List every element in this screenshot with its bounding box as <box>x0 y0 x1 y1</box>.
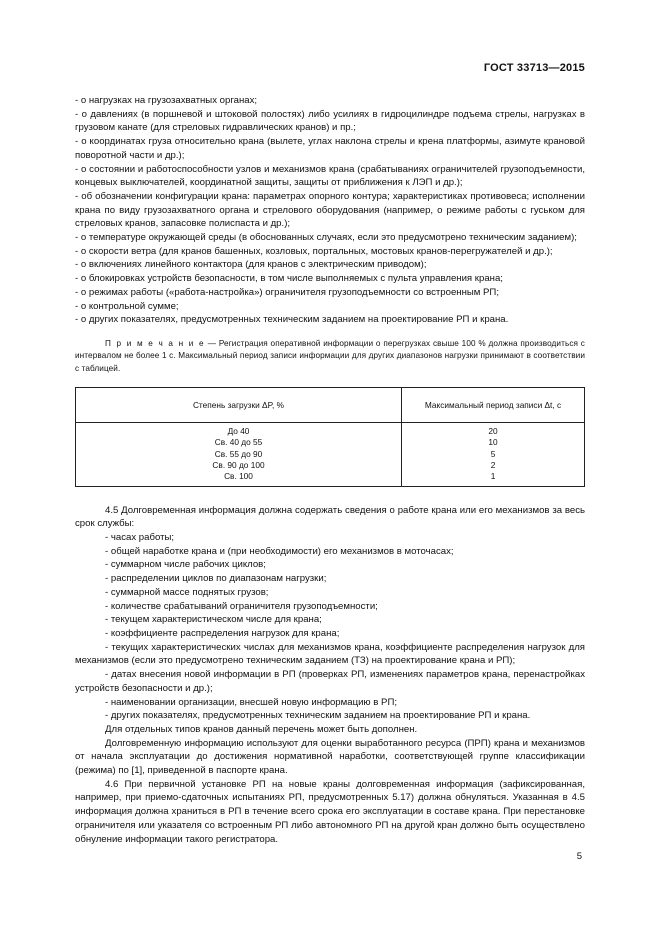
list-item: - текущих характеристических числах для механизмов крана, коэффициенте распределения нагрузок для механизмов (если это предусмотрено техническим заданием (ТЗ) на проектирование крана и РП); <box>75 641 585 667</box>
list-item: - часах работы; <box>105 532 175 544</box>
list-item: - о других показателях, предусмотренных техническим заданием на проектирование РП и крана. <box>75 314 509 326</box>
list-item: - о режимах работы («работа-настройка») ограничителя грузоподъемности со встроенным РП; <box>75 286 499 298</box>
table-header-load: Степень загрузки ΔP, % <box>76 388 402 423</box>
table-cell: Св. 55 до 90 <box>76 449 402 460</box>
list-item: - суммарной массе поднятых грузов; <box>105 586 269 598</box>
list-item: - общей наработке крана и (при необходимости) его механизмов в моточасах; <box>105 545 454 557</box>
list-item: - других показателях, предусмотренных техническим заданием на проектирование РП и крана. <box>105 710 531 722</box>
list-item: - коэффициенте распределения нагрузок для крана; <box>105 627 340 639</box>
list-item: - распределении циклов по диапазонам нагрузки; <box>105 573 327 585</box>
list-item: - датах внесения новой информации в РП (проверках РП, изменениях параметров крана, перенастройках устройств безопасности и др.); <box>75 669 585 694</box>
table-cell: 1 <box>402 471 585 486</box>
list-item: - текущем характеристическом числе для крана; <box>105 614 322 626</box>
note-label: П р и м е ч а н и е <box>105 338 206 348</box>
table-row <box>76 471 585 486</box>
list-item: - наименовании организации, внесшей новую информацию в РП; <box>105 696 398 708</box>
table-cell: 10 <box>402 437 585 448</box>
section-4-5 <box>75 504 585 778</box>
table-cell: 5 <box>402 449 585 460</box>
table-cell: 20 <box>402 423 585 438</box>
document-header: ГОСТ 33713—2015 <box>483 62 585 74</box>
table-cell: Св. 90 до 100 <box>76 460 402 471</box>
list-item: - об обозначении конфигурации крана: параметрах опорного контура; характеристиках противовеса; исполнении крана по виду грузозахватного органа и стрелового оборудования (например, о режиме работы с гуськом для стреловых кранов, запасовке полиспаста и др.); <box>75 190 585 230</box>
list-item: - о контрольной сумме; <box>75 300 179 312</box>
note-text: — Регистрация оперативной информации о перегрузках свыше 100 % должна производиться с интервалом не более 1 с. Максимальный период записи информации для других диапазонов нагрузки принимают в соответствии с таблицей. <box>75 338 585 373</box>
section-4-5-intro: 4.5 Долговременная информация должна содержать сведения о работе крана или его механизмов за весь срок службы: <box>75 504 585 530</box>
table-row <box>76 449 585 460</box>
recording-period-table <box>75 387 585 486</box>
operational-info-list <box>75 94 585 327</box>
list-item: - о скорости ветра (для кранов башенных, козловых, портальных, мостовых кранов-перегружателей и др.); <box>75 245 553 257</box>
list-item: - о состоянии и работоспособности узлов и механизмов крана (срабатываниях ограничителей грузоподъемности, концевых выключателей, координатной защиты, защиты от приближения к ЛЭП и др.); <box>75 163 585 189</box>
list-item: - суммарном числе рабочих циклов; <box>105 559 266 571</box>
table-row <box>76 423 585 438</box>
list-item: - о координатах груза относительно крана (вылете, углах наклона стрелы и крена платформы, азимуте крановой поворотной части и др.); <box>75 136 585 161</box>
table-cell: До 40 <box>76 423 402 438</box>
page-content <box>75 94 585 846</box>
table-cell: Св. 100 <box>76 471 402 486</box>
table-header-period: Максимальный период записи Δt, с <box>402 388 585 423</box>
list-item: - о нагрузках на грузозахватных органах; <box>75 95 258 106</box>
paragraph: Для отдельных типов кранов данный перечень может быть дополнен. <box>105 723 418 735</box>
table-cell: 2 <box>402 460 585 471</box>
table-row <box>76 460 585 471</box>
table-cell: Св. 40 до 55 <box>76 437 402 448</box>
paragraph: Долговременную информацию используют для оценки выработанного ресурса (ПРП) крана и механизмов от начала эксплуатации до достижения нормативной наработки, соответствующей группе классификации (режима) по [1], приведенной в паспорте крана. <box>75 737 585 777</box>
list-item: - о давлениях (в поршневой и штоковой полостях) либо усилиях в гидроцилиндре подъема стрелы, нагрузках в грузовом канате (для стреловых гидравлических кранов) и пр.; <box>75 108 585 134</box>
section-4-6 <box>75 778 585 847</box>
note <box>75 338 585 375</box>
page-number: 5 <box>576 851 582 862</box>
list-item: - о включениях линейного контактора (для кранов с электрическим приводом); <box>75 259 427 271</box>
list-item: - о температуре окружающей среды (в обоснованных случаях, если это предусмотрено техническим заданием); <box>75 232 577 244</box>
paragraph: 4.6 При первичной установке РП на новые краны долговременная информация (зафиксированная, например, при приемо-сдаточных испытаниях РП, предусмотренных 5.17) должна обнуляться. Указанная в 4.5 информация должна храниться в РП в течение всего срока его эксплуатации в составе крана. При перестановке ограничителя или указателя со встроенным РП либо автономного РП на другой кран должно быть осуществлено обнуление информации такого регистратора. <box>75 778 585 845</box>
table-row <box>76 437 585 448</box>
list-item: - количестве срабатываний ограничителя грузоподъемности; <box>105 600 378 612</box>
list-item: - о блокировках устройств безопасности, в том числе выполняемых с пульта управления крана; <box>75 273 503 285</box>
